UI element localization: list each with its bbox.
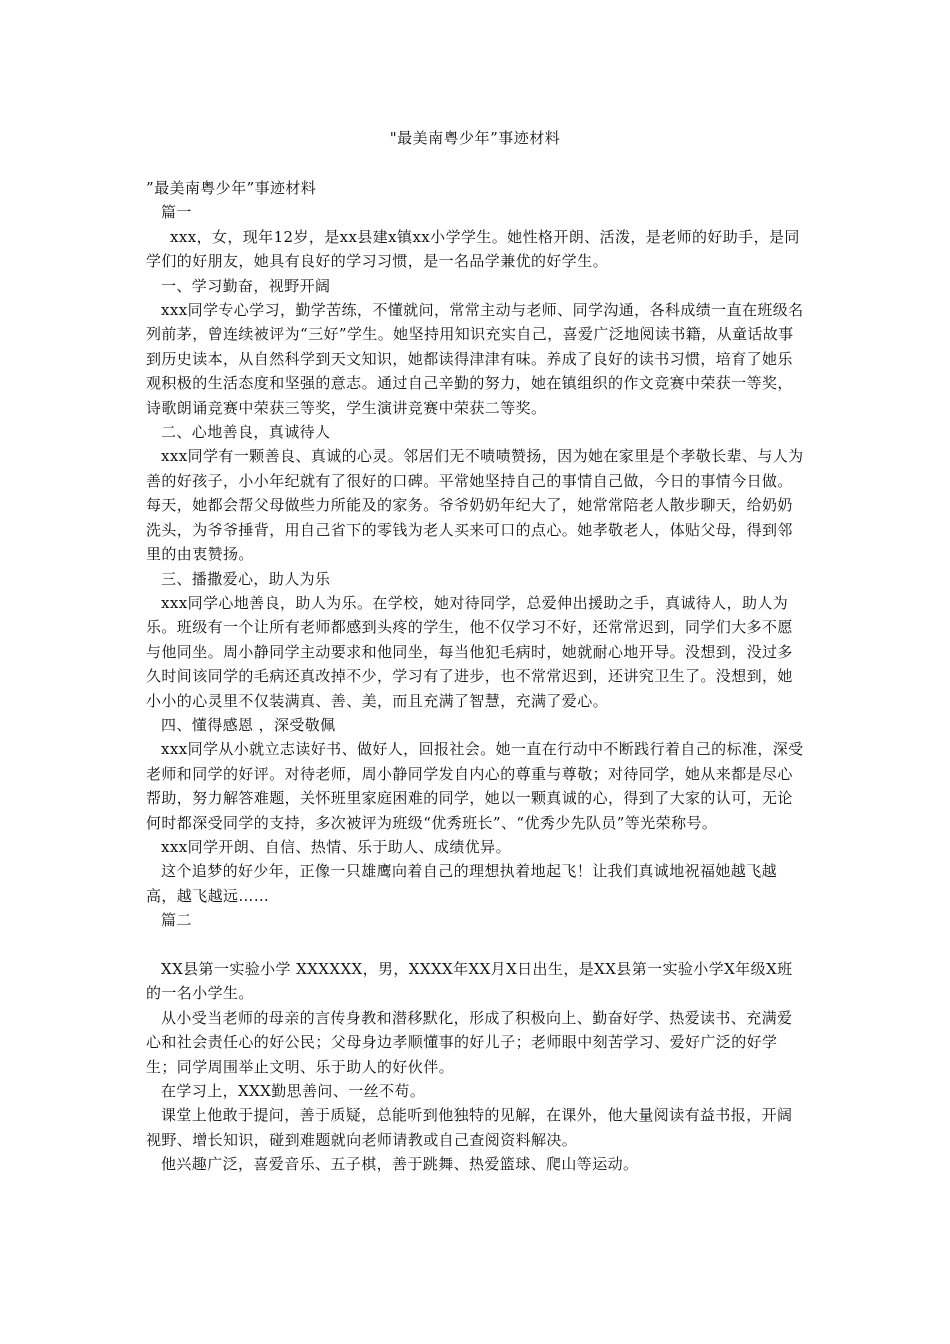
part2-paragraph: 课堂上他敢于提问，善于质疑，总能听到他独特的见解，在课外，他大量阅读有益书报，开阔视野、增长知识，碰到难题就向老师请教或自己查阅资料解决。	[146, 1106, 793, 1149]
part1-summary: xxx同学开朗、自信、热情、乐于助人、成绩优异。	[161, 837, 511, 856]
part1-intro: xxx，女，现年12岁，是xx县建x镇xx小学学生。她性格开朗、活泼，是老师的好助手，是同学们的好朋友，她具有良好的学习习惯，是一名品学兼优的好学生。	[146, 227, 800, 271]
part1-heading: 篇一	[161, 203, 192, 222]
document-title: "最美南粤少年”事迹材料	[389, 129, 561, 147]
section4-heading: 四、懂得感恩 ，深受敬佩	[161, 715, 336, 734]
part2-paragraph: 他兴趣广泛，喜爱音乐、五子棋，善于跳舞、热爱篮球、爬山等运动。	[161, 1155, 639, 1174]
section3-text: xxx同学心地善良，助人为乐。在学校，她对待同学，总爱伸出援助之手，真诚待人，助人为乐。班级有一个让所有老师都感到头疼的学生，他不仅学习不好，还常常迟到，同学们大多不愿与他同坐。周小静同学主动要求和他同坐，每当他犯毛病时，她就耐心地开导。没想到，没过多久时间该同学的毛病还真改掉不少，学习有了进步，也不常常迟到，还讲究卫生了。没想到，她小小的心灵里不仅装满真、善、美，而且充满了智慧，充满了爱心。	[146, 593, 793, 710]
part2-paragraph: XX县第一实验小学 XXXXXX，男，XXXX年XX月X日出生，是XX县第一实验小学X年级X班的一名小学生。	[146, 959, 793, 1003]
document-subtitle: ”最美南粤少年”事迹材料	[146, 179, 317, 197]
section1-heading: 一、学习勤奋，视野开阔	[161, 276, 331, 295]
part2-heading: 篇二	[161, 911, 192, 930]
section3-heading: 三、播撒爱心，助人为乐	[161, 569, 331, 588]
section1-text: xxx同学专心学习，勤学苦练，不懂就问，常常主动与老师、同学沟通，各科成绩一直在班级名列前茅，曾连续被评为“三好”学生。她坚持用知识充实自己，喜爱广泛地阅读书籍，从童话故事到历史读本，从自然科学到天文知识，她都读得津津有味。养成了良好的读书习惯，培育了她乐观积极的生活态度和坚强的意志。通过自己辛勤的努力，她在镇组织的作文竞赛中荣获一等奖，诗歌朗诵竞赛中荣获三等奖，学生演讲竞赛中荣获二等奖。	[146, 301, 804, 417]
section2-text: xxx同学有一颗善良、真诚的心灵。邻居们无不啧啧赞扬，因为她在家里是个孝敬长辈、与人为善的好孩子，小小年纪就有了很好的口碑。平常她坚持自己的事情自己做，今日的事情今日做。每天，她都会帮父母做些力所能及的家务。爷爷奶奶年纪大了，她常常陪老人散步聊天，给奶奶洗头，为爷爷捶背，用自己省下的零钱为老人买来可口的点心。她孝敬老人，体贴父母，得到邻里的由衷赞扬。	[146, 447, 804, 564]
part2-paragraph: 从小受当老师的母亲的言传身教和潜移默化，形成了积极向上、勤奋好学、热爱读书、充满爱心和社会责任心的好公民；父母身边孝顺懂事的好儿子；老师眼中刻苦学习、爱好广泛的好学生；同学周围举止文明、乐于助人的好伙伴。	[146, 1008, 793, 1076]
part2-paragraph: 在学习上，XXX勤思善问、一丝不苟。	[161, 1082, 426, 1101]
section2-heading: 二、心地善良，真诚待人	[161, 423, 331, 442]
document-body	[146, 176, 806, 1177]
section4-text: xxx同学从小就立志读好书、做好人，回报社会。她一直在行动中不断践行着自己的标准，深受老师和同学的好评。对待老师，周小静同学发自内心的尊重与尊敬；对待同学，她从来都是尽心帮助，努力解答难题，关怀班里家庭困难的同学，她以一颗真诚的心，得到了大家的认可，无论何时都深受同学的支持，多次被评为班级“优秀班长”、“优秀少先队员”等光荣称号。	[146, 740, 804, 832]
part1-closing: 这个追梦的好少年，正像一只雄鹰向着自己的理想执着地起飞！让我们真诚地祝福她越飞越高，越飞越远……	[146, 862, 778, 905]
paragraph-spacer	[146, 933, 806, 957]
